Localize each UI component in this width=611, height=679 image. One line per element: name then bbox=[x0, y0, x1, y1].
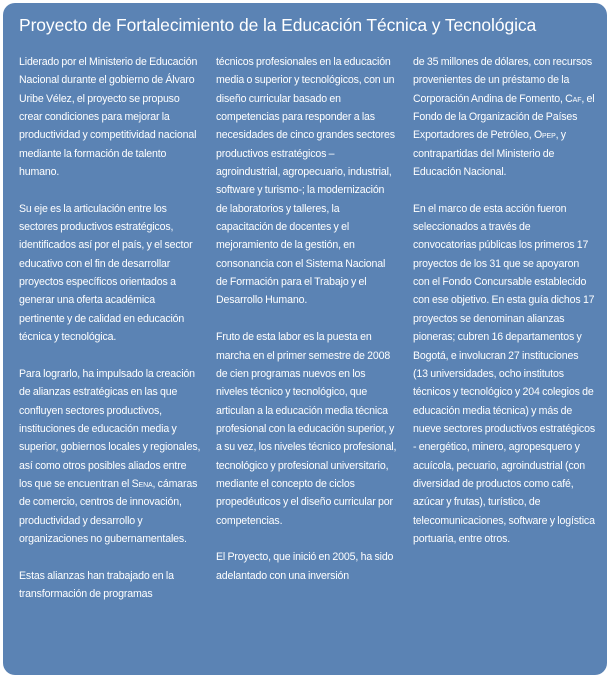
column2-paragraph-2: Fruto de esta labor es la puesta en marcha en el primer semestre de 2008 de cien programas nuevos en los niveles técnico y tecnológico, que articulan a la educación media técnica profesional con la educación superior, y a su vez, los niveles técnico profesional, tecnológico y profesional universitario, mediante el concepto de ciclos propedéuticos y el diseño curricular por competencias. bbox=[216, 331, 397, 527]
column1-paragraph-3 bbox=[19, 365, 201, 548]
column1-paragraph-3-end: , cámaras de comercio, centros de innovación, productividad y desarrollo y organizaciones no gubernamentales. bbox=[19, 477, 198, 545]
opep-acronym: Opep bbox=[533, 129, 556, 142]
text-column-2 bbox=[216, 53, 398, 668]
sena-acronym: Sena bbox=[131, 477, 153, 490]
text-columns bbox=[19, 53, 599, 668]
column2-paragraph-3: El Proyecto, que inició en 2005, ha sido adelantado con una inversión bbox=[216, 551, 394, 582]
column1-paragraph-2: Su eje es la articulación entre los sectores productivos estratégicos, identificados así por el país, y el sector educativo con el fin de desarrollar proyectos específicos orientados a generar una oferta académica pertinente y de calidad en educación técnica y tecnológica. bbox=[19, 202, 193, 344]
column3-paragraph-1-end: , y contrapartidas del Ministerio de Educación Nacional. bbox=[413, 129, 566, 179]
text-column-3 bbox=[413, 53, 595, 668]
text-column-1 bbox=[19, 53, 201, 668]
caf-acronym: Caf bbox=[565, 92, 582, 105]
panel-title: Proyecto de Fortalecimiento de la Educación Técnica y Tecnológica bbox=[19, 15, 537, 35]
column1-paragraph-3-start: Para lograrlo, ha impulsado la creación de alianzas estratégicas en las que confluyen sectores productivos, instituciones de educación media y superior, gobiernos locales y regionales, así como otros posibles aliados entre los que se encuentran el bbox=[19, 367, 201, 490]
column3-paragraph-1-start: de 35 millones de dólares, con recursos provenientes de un préstamo de la Corporación Andina de Fomento, bbox=[413, 56, 593, 105]
column3-paragraph-1 bbox=[413, 53, 595, 181]
column3-paragraph-2: En el marco de esta acción fueron seleccionados a través de convocatorias públicas los primeros 17 proyectos de los 31 que se apoyaron con el Fondo Concursable establecido con ese objetivo. En esta guía dichos 17 proyectos se denominan alianzas pioneras; cubren 16 departamentos y Bogotá, e involucran 27 instituciones (13 universidades, ocho institutos técnicos y tecnológico y 204 colegios de educación media técnica) y más de nueve sectores productivos estratégicos - energético, minero, agropesquero y acuícola, pecuario, agroindustrial (con diversidad de productos como café, azúcar y frutas), turístico, de telecomunicaciones, software y logística portuaria, entre otros. bbox=[413, 202, 595, 545]
info-panel bbox=[3, 3, 607, 675]
column2-paragraph-1: técnicos profesionales en la educación media o superior y tecnológicos, con un diseño curricular basado en competencias para responder a las necesidades de cinco grandes sectores productivos estratégicos – agroindustrial, agropecuario, industrial, software y turismo-; la modernización de laboratorios y talleres, la capacitación de docentes y el mejoramiento de la gestión, en consonancia con el Sistema Nacional de Formación para el Trabajo y el Desarrollo Humano. bbox=[216, 56, 395, 307]
column3-paragraph-1-middle: , el Fondo de la Organización de Países Exportadores de Petróleo, bbox=[413, 92, 595, 142]
column1-paragraph-1: Liderado por el Ministerio de Educación Nacional durante el gobierno de Álvaro Uribe Vélez, el proyecto se propuso crear condiciones para mejorar la productividad y competitividad nacional mediante la formación de talento humano. bbox=[19, 56, 198, 179]
column1-paragraph-4: Estas alianzas han trabajado en la transformación de programas bbox=[19, 569, 174, 600]
